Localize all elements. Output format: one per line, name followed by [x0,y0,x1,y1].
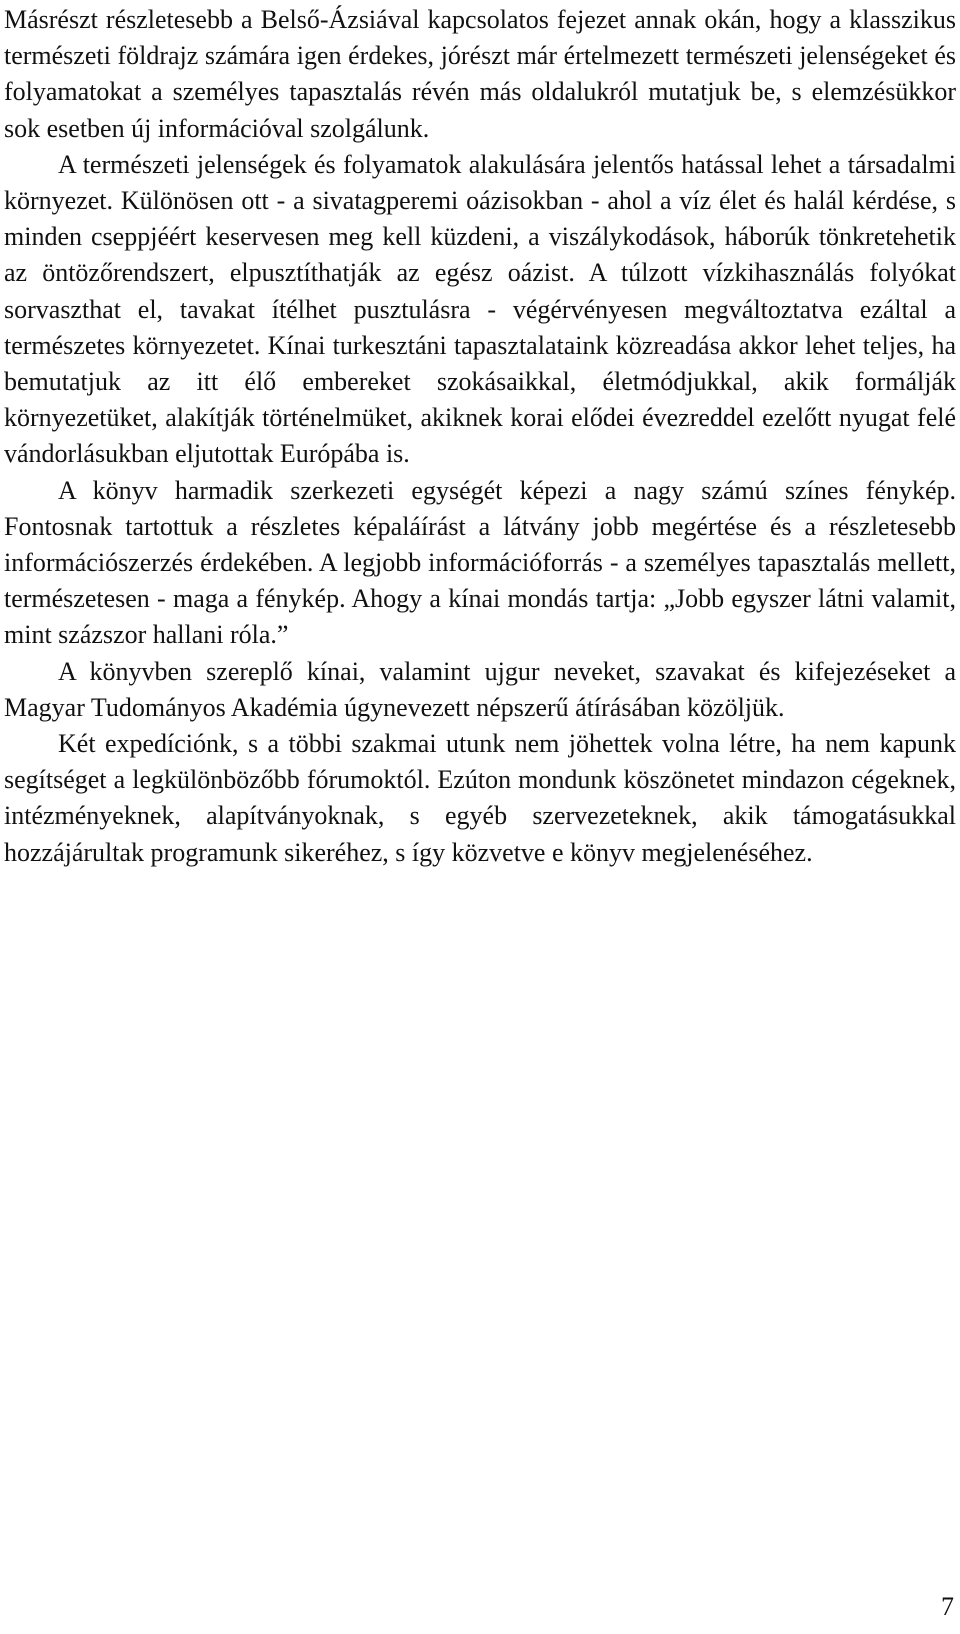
paragraph-atiras: A könyvben szereplő kínai, valamint ujgur neveket, szavakat és kifejezéseket a Magyar Tudományos Akadémia úgynevezett népszerű átírásában közöljük. [4,656,956,722]
page-number: 7 [941,1592,954,1621]
paragraph-koszonetnyilvanitas: Két expedíciónk, s a többi szakmai utunk nem jöhettek volna létre, ha nem kapunk segítséget a legkülönbözőbb fórumoktól. Ezúton mondunk köszönetet mindazon cégeknek, intézményeknek, alapítványoknak, s egyéb szervezeteknek, akik támogatásukkal hozzájárultak programunk sikeréhez, s így közvetve e könyv megjelenéséhez. [4,729,956,867]
paragraph-fenykepek: A könyv harmadik szerkezeti egységét képezi a nagy számú színes fénykép. Fontosnak tartottuk a részletes képaláírást a látvány jobb megértése és a részletesebb információszerzés érdekében. A legjobb információforrás - a személyes tapasztalás mellett, természetesen - maga a fénykép. Ahogy a kínai mondás tartja: „Jobb egyszer látni valamit, mint százszor hallani róla.” [4,475,956,650]
paragraph-belso-azsia: Másrészt részletesebb a Belső-Ázsiával kapcsolatos fejezet annak okán, hogy a klasszikus természeti földrajz számára igen érdekes, jórészt már értelmezett természeti jelenségeket és folyamatokat a személyes tapasztalás révén más oldalukról mutatjuk be, s elemzésükkor sok esetben új információval szolgálunk. [4,5,956,143]
paragraph-tarsadalmi-kornyezet: A természeti jelenségek és folyamatok alakulására jelentős hatással lehet a társadalmi környezet. Különösen ott - a sivatagperemi oázisokban - ahol a víz élet és halál kérdése, s minden csеppjéért keservesen meg kell küzdeni, a viszálykodások, háborúk tönkretehetik az öntözőrendszert, elpusztíthatják az egész oázist. A túlzott vízkihasználás folyókat sorvaszthat el, tavakat ítélhet pusztulásra - végérvényesen megváltoztatva ezáltal a természetes környezetet. Kínai turkesztáni tapasztalataink közreadása akkor lehet teljes, ha bemutatjuk az itt élő embereket szokásaikkal, életmódjukkal, akik formálják környezetüket, alakítják történelmüket, akiknek korai elődei évezreddel ezelőtt nyugat felé vándorlásukban eljutottak Európába is. [4,149,956,469]
body-text [4,2,956,871]
